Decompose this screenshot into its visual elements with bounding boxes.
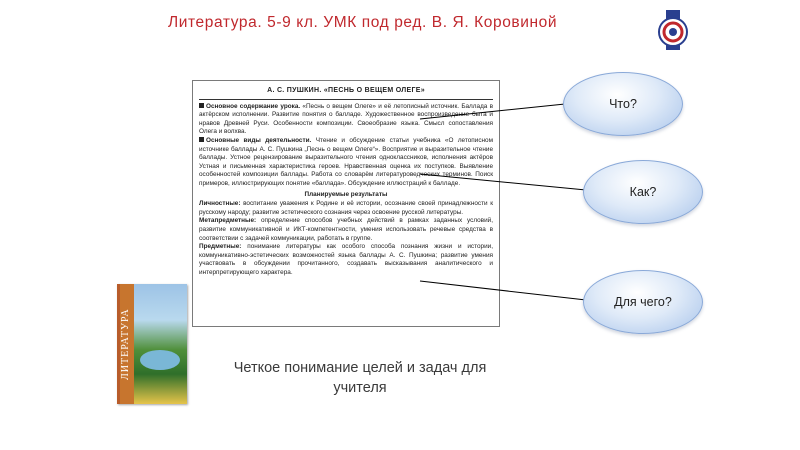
result-meta-label: Метапредметные: [199,217,257,225]
result-personal-label: Личностные: [199,200,241,208]
question-what-oval [563,72,683,136]
book-spine-title: ЛИТЕРАТУРА [120,308,131,380]
page-title: Литература. 5-9 кл. УМК под ред. В. Я. Коровиной [168,14,558,31]
caption-text: Четкое понимание целей и задач для учителя [233,360,487,396]
result-subject-text: понимание литературы как особого способа познания жизни и истории, коммуникативно-эстетических возможностей языка баллады А. С. Пушкина; развитие умения участвовать в обсуждении прочитанного, создавать высказывания аналитического и интерпретирующего характера. [199,243,493,276]
question-how-label: Как? [629,185,657,199]
question-how-oval [583,160,703,224]
connector-line-what [420,104,565,119]
result-meta-text: определение способов учебных действий в рамках заданных условий, развитие коммуникативной и ИКТ-компетентности, умения использовать речевые средства в соответствии с задачей коммуникации, работать в группе. [199,217,493,242]
section-activities-text: Чтение и обсуждение статьи учебника «О летописном источнике баллады А. С. Пушкина „Песнь о вещем Олеге“». Восприятие и выразительное чтение баллады. Устное рецензирование выразительного чтения одноклассников, исполнения актёров Устная и письменная характеристика героев. Нравственная оценка их поступков. Выявление особенностей композиции баллады. Работа со словарём литературоведческих терминов. Поиск примеров, иллюстрирующих понятие «баллада». Обсуждение иллюстраций к балладе. [199,136,493,187]
question-what-label: Что? [609,97,637,111]
section-activities-label: Основные виды деятельности. [206,136,312,144]
result-subject-label: Предметные: [199,243,242,251]
question-why-oval [583,270,703,334]
results-heading: Планируемые результаты [304,190,388,198]
question-why-label: Для чего? [614,295,672,309]
connector-line-how [420,174,586,190]
document-heading: А. С. ПУШКИН. «ПЕСНЬ О ВЕЩЕМ ОЛЕГЕ» [199,87,493,100]
section-content-text: «Песнь о вещем Олеге» и её летописный источник. Баллада в актёрском исполнении. Развитие понятия о балладе. Художественное воспроизведение быта и нравов Древней Руси. Особенности композиции. Своеобразие языка. Смысл сопоставления Олега и волхва. [199,102,494,136]
section-content-label: Основное содержание урока. [206,102,301,110]
connector-line-why [420,281,586,300]
result-personal-text: воспитание уважения к Родине и её истории, осознание своей принадлежности к русскому народу; развитие эстетического сознания через освоение русской литературы. [199,200,493,216]
